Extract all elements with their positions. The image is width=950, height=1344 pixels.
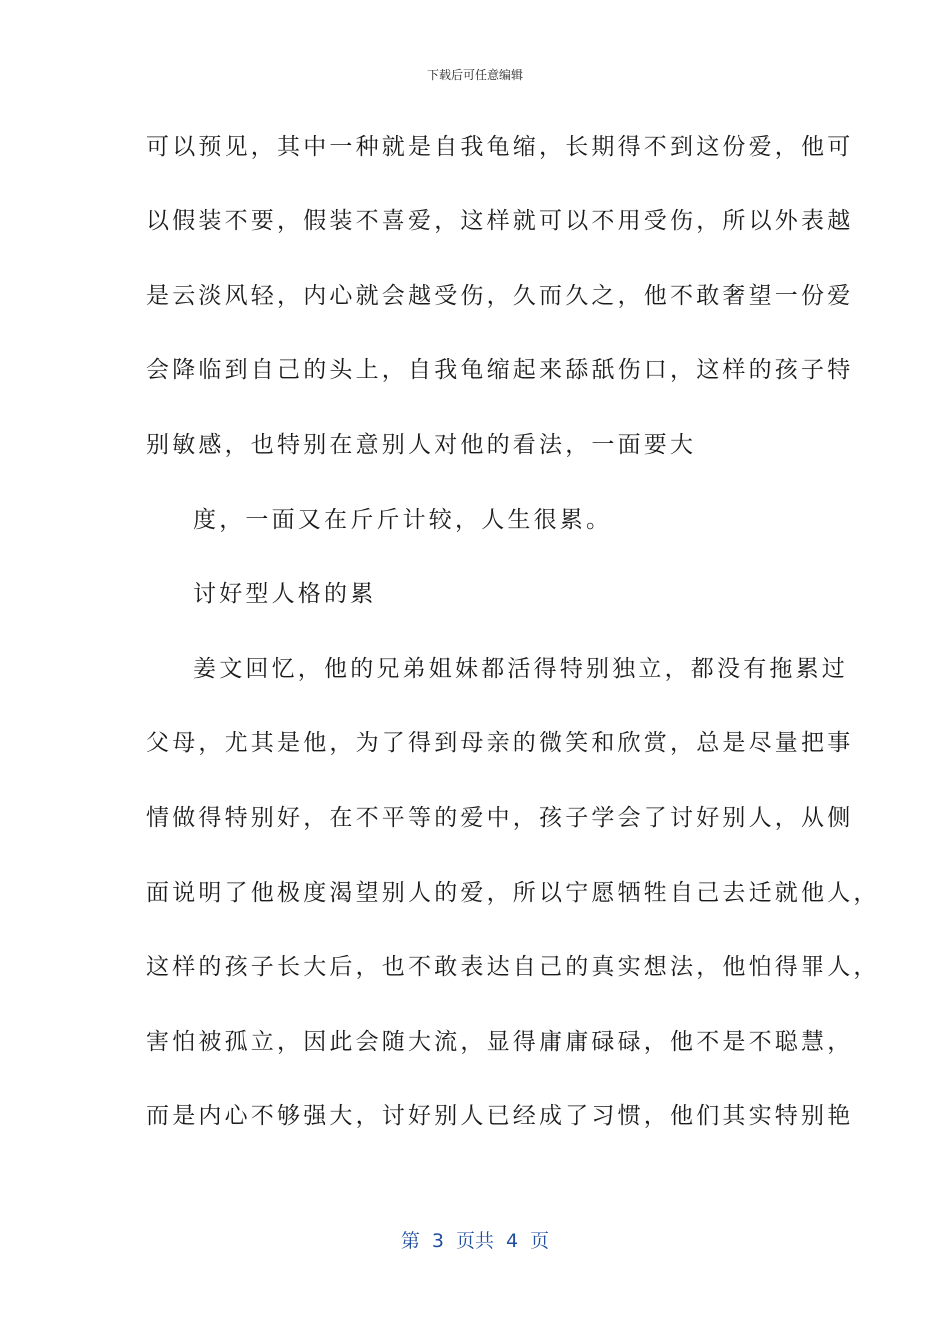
paragraph-line: 这样的孩子长大后，也不敢表达自己的真实想法，他怕得罪人， [146, 954, 880, 980]
section-heading: 讨好型人格的累 [193, 581, 377, 607]
paragraph-line: 情做得特别好，在不平等的爱中，孩子学会了讨好别人，从侧 [146, 805, 854, 831]
paragraph-line: 姜文回忆，他的兄弟姐妹都活得特别独立，都没有拖累过 [193, 656, 848, 682]
footer-middle: 页共 [455, 1230, 494, 1252]
paragraph-line: 害怕被孤立，因此会随大流，显得庸庸碌碌，他不是不聪慧， [146, 1029, 854, 1055]
paragraph-line: 而是内心不够强大，讨好别人已经成了习惯，他们其实特别艳 [146, 1103, 854, 1129]
header-note: 下载后可任意编辑 [426, 68, 523, 82]
paragraph-line: 度，一面又在斤斤计较，人生很累。 [193, 507, 613, 533]
footer-prefix: 第 [400, 1230, 420, 1252]
footer-suffix: 页 [530, 1230, 550, 1252]
paragraph-line: 是云淡风轻，内心就会越受伤，久而久之，他不敢奢望一份爱 [146, 283, 854, 309]
paragraph-line: 会降临到自己的头上，自我龟缩起来舔舐伤口，这样的孩子特 [146, 357, 854, 383]
paragraph-line: 别敏感，也特别在意别人对他的看法，一面要大 [146, 432, 697, 458]
paragraph-line: 可以预见，其中一种就是自我龟缩，长期得不到这份爱，他可 [146, 134, 854, 160]
paragraph-line: 父母，尤其是他，为了得到母亲的微笑和欣赏，总是尽量把事 [146, 730, 854, 756]
page-footer [0, 1226, 950, 1253]
paragraph-line: 面说明了他极度渴望别人的爱，所以宁愿牺牲自己去迁就他人， [146, 880, 880, 906]
current-page-number: 3 [431, 1230, 444, 1252]
total-page-number: 4 [506, 1230, 519, 1252]
paragraph-line: 以假装不要，假装不喜爱，这样就可以不用受伤，所以外表越 [146, 208, 854, 234]
